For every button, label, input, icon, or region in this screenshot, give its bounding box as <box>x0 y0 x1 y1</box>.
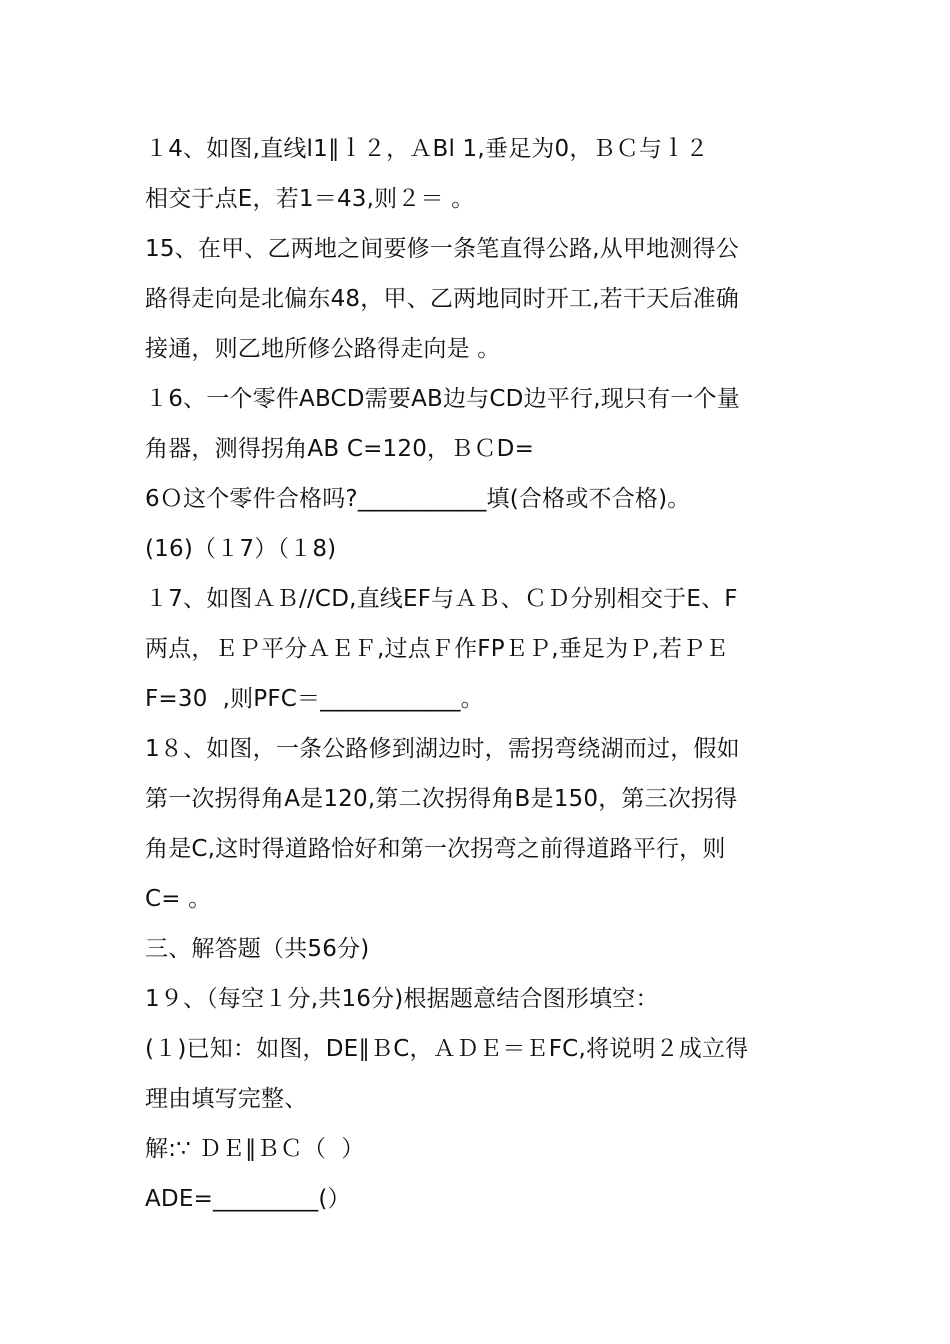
solution-line-1: 解:∵ ＤＥ∥ＢＣ（ ） <box>145 1136 365 1162</box>
question-18-line-3: 角是C,这时得道路恰好和第一次拐弯之前得道路平行，则 <box>145 836 726 862</box>
question-16-line-2: 角器，测得拐角AB C=120，ＢＣD= <box>145 436 535 462</box>
question-16-line-3: 6Ｏ这个零件合格吗?___________填(合格或不合格)。 <box>145 486 691 512</box>
solution-line-2: ADE=_________(） <box>145 1186 351 1212</box>
question-14-line-2: 相交于点E，若1＝43,则２＝ 。 <box>145 186 475 212</box>
question-15-line-3: 接通，则乙地所修公路得走向是 。 <box>145 336 501 362</box>
figure-labels-line: (16)（１7）（１8) <box>145 536 337 562</box>
question-18-line-1: 1８、如图，一条公路修到湖边时，需拐弯绕湖而过，假如 <box>145 736 740 762</box>
question-19-heading: 1９、（每空１分,共16分)根据题意结合图形填空： <box>145 986 659 1012</box>
question-15-line-2: 路得走向是北偏东48，甲、乙两地同时开工,若干天后准确 <box>145 286 739 312</box>
question-19-part-1-line-1: (１)已知：如图，DE∥ＢC，ＡＤＥ＝ＥFC,将说明２成立得 <box>145 1036 749 1062</box>
question-18-line-2: 第一次拐得角A是120,第二次拐得角B是150，第三次拐得 <box>145 786 738 812</box>
question-16-line-1: １6、一个零件ABCD需要AB边与CD边平行,现只有一个量 <box>145 386 740 412</box>
question-19-part-1-line-2: 理由填写完整、 <box>145 1086 308 1112</box>
question-17-line-2: 两点，ＥＰ平分ＡＥＦ,过点Ｆ作FPＥＰ,垂足为Ｐ,若ＰＥ <box>145 636 729 662</box>
question-17-line-1: １7、如图ＡＢ//CD,直线EF与ＡＢ、ＣＤ分别相交于E、F <box>145 586 738 612</box>
question-18-line-4: C= 。 <box>145 886 212 912</box>
section-heading: 三、解答题（共56分) <box>145 936 370 962</box>
question-17-line-3: F=30 ,则PFC＝____________。 <box>145 686 484 712</box>
question-15-line-1: 15、在甲、乙两地之间要修一条笔直得公路,从甲地测得公 <box>145 236 739 262</box>
question-14-line-1: １4、如图,直线l1∥ｌ２，ＡBl 1,垂足为0，ＢＣ与ｌ２ <box>145 136 709 162</box>
